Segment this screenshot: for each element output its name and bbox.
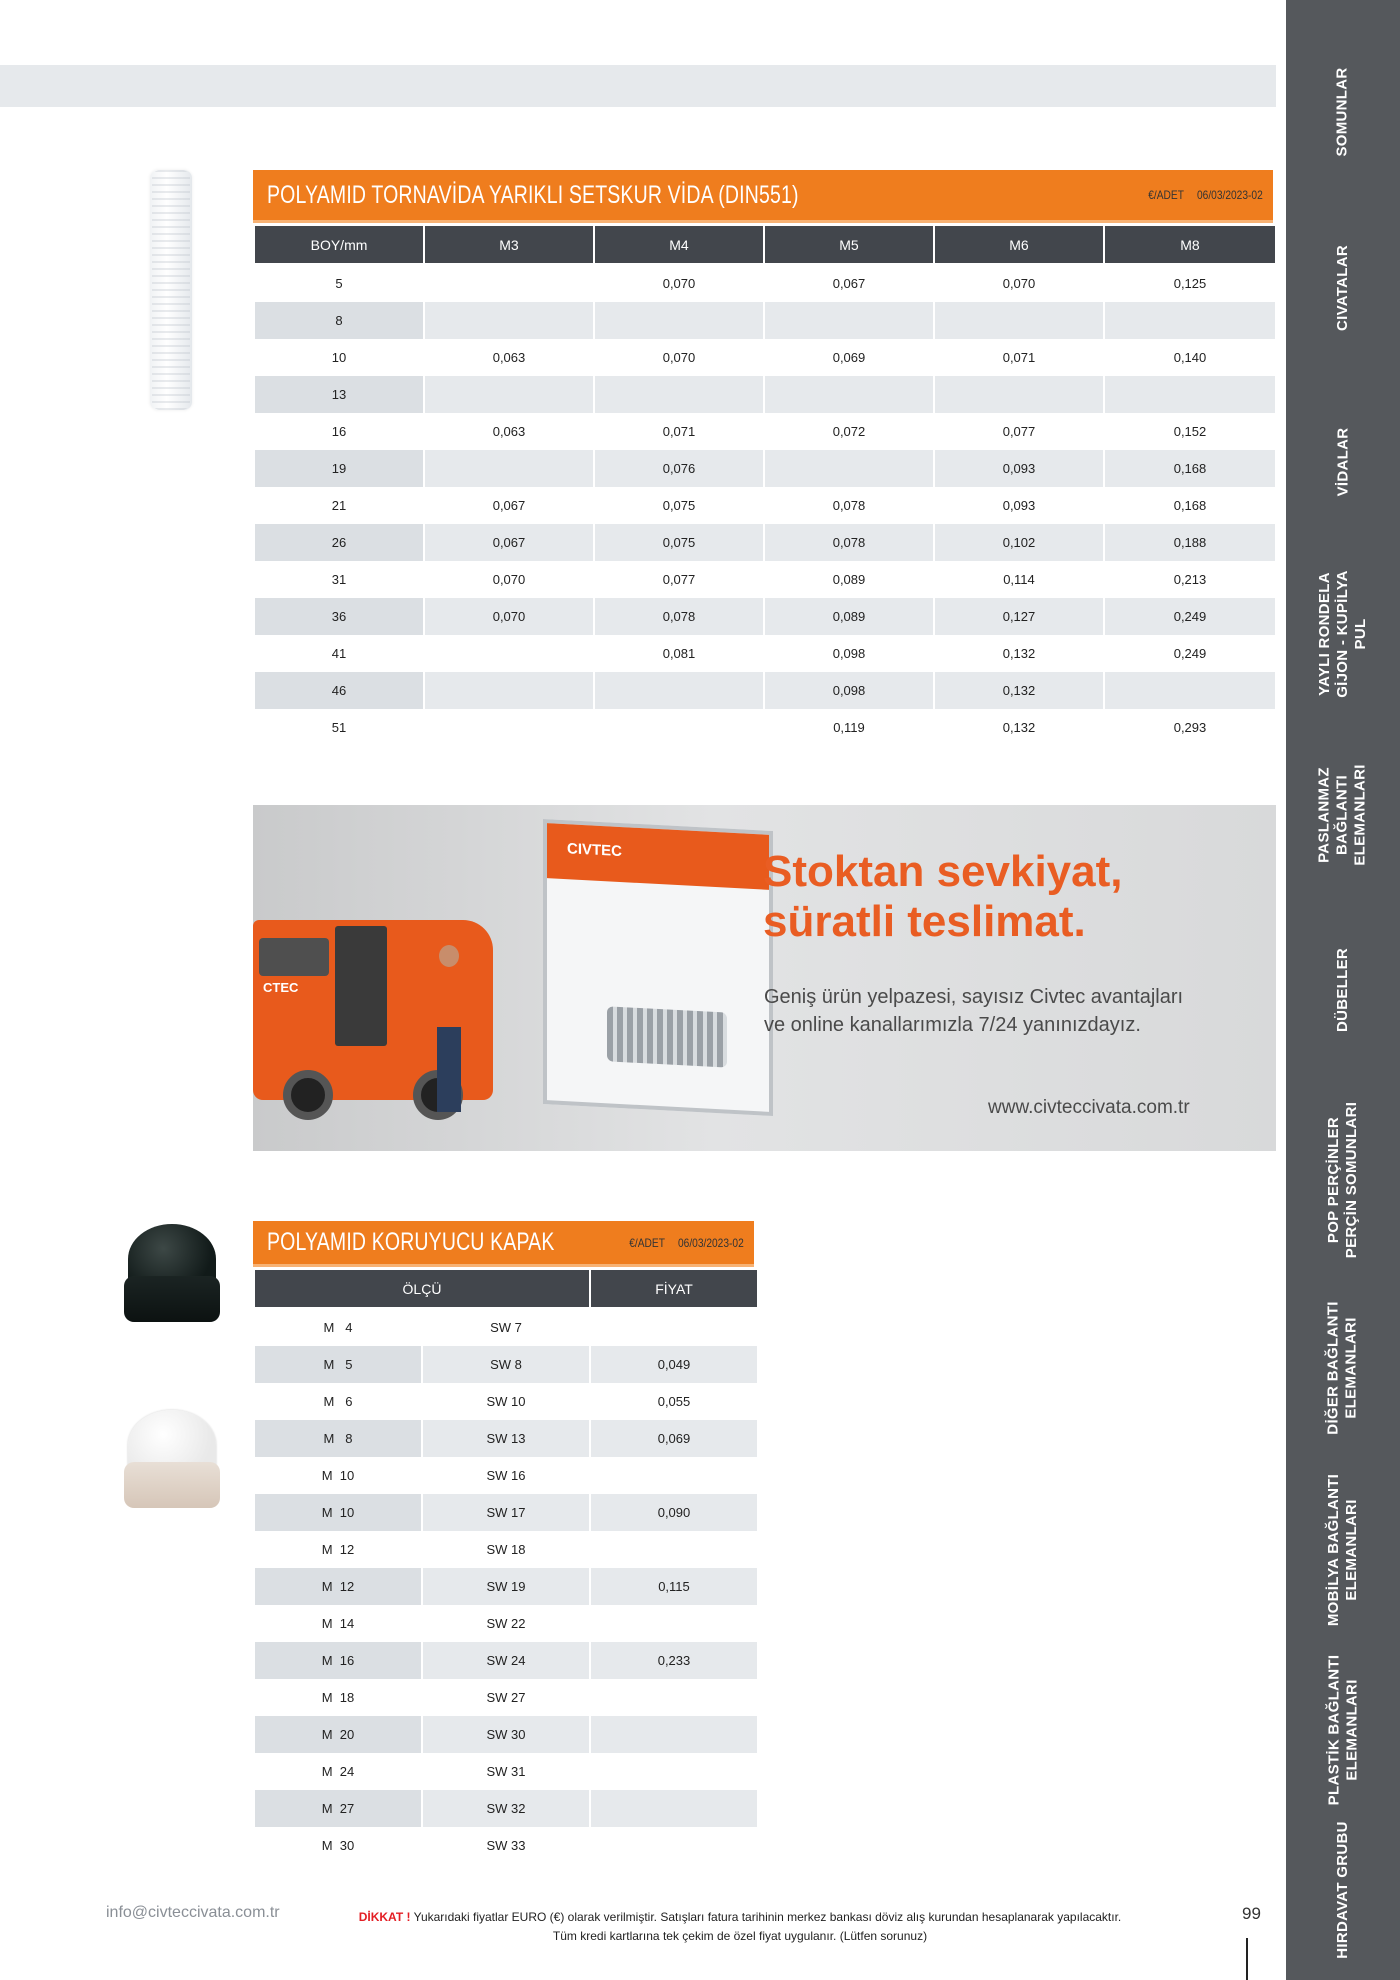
table-row bbox=[255, 265, 1275, 302]
table-header-row bbox=[255, 1270, 757, 1309]
sidebar-item[interactable] bbox=[1286, 1460, 1400, 1640]
wrench-size-cell: SW 10 bbox=[486, 1394, 526, 1409]
price-cell: 0,078 bbox=[595, 598, 763, 635]
price-cell bbox=[935, 302, 1103, 339]
table-row bbox=[255, 524, 1275, 561]
price-cell: 0,076 bbox=[595, 450, 763, 487]
section2-header bbox=[253, 1221, 754, 1267]
table-row bbox=[255, 1605, 757, 1642]
table-row bbox=[255, 1790, 757, 1827]
thread-size-cell: M 5 bbox=[255, 1346, 421, 1383]
table-row bbox=[255, 413, 1275, 450]
table-row bbox=[255, 487, 1275, 524]
price-cell bbox=[1105, 672, 1275, 709]
price-cell bbox=[1105, 376, 1275, 413]
price-cell: 0,063 bbox=[492, 424, 526, 439]
sidebar-item-label: PASLANMAZ BAĞLANTI ELEMANLARI bbox=[1315, 764, 1369, 866]
thread-size-cell: M 27 bbox=[255, 1790, 421, 1827]
price-cell bbox=[591, 1716, 757, 1753]
table-row bbox=[255, 376, 1275, 413]
table-row bbox=[255, 1309, 757, 1346]
top-band bbox=[0, 65, 1276, 107]
length-cell: 8 bbox=[255, 302, 423, 339]
sidebar-item-label: VİDALAR bbox=[1333, 427, 1351, 497]
price-cell bbox=[425, 709, 593, 746]
promo-banner bbox=[253, 805, 1276, 1151]
thread-size-cell: M 12 bbox=[255, 1568, 421, 1605]
column-header-price: FİYAT bbox=[591, 1270, 757, 1309]
table-row bbox=[255, 672, 1275, 709]
price-cell: 0,063 bbox=[492, 350, 526, 365]
sidebar-item-label: POP PERÇİNLER PERÇİN SOMUNLARI bbox=[1325, 1101, 1361, 1259]
price-cell: 0,102 bbox=[935, 524, 1103, 561]
price-cell: 0,093 bbox=[1002, 498, 1036, 513]
column-header-length: BOY/mm bbox=[255, 226, 423, 265]
table-row bbox=[255, 1531, 757, 1568]
price-cell: 0,152 bbox=[1173, 424, 1207, 439]
sidebar-item[interactable] bbox=[1286, 910, 1400, 1070]
price-cell bbox=[1105, 302, 1275, 339]
price-cell bbox=[935, 376, 1103, 413]
sidebar-item[interactable] bbox=[1286, 1640, 1400, 1820]
price-cell bbox=[591, 1457, 757, 1494]
table-header-row bbox=[255, 226, 1275, 265]
table-row bbox=[255, 709, 1275, 746]
thread-size-cell: M 30 bbox=[321, 1838, 355, 1853]
table-row bbox=[255, 1753, 757, 1790]
price-cell: 0,132 bbox=[1002, 720, 1036, 735]
length-cell: 21 bbox=[331, 498, 347, 513]
sidebar-item[interactable] bbox=[1286, 544, 1400, 724]
length-cell: 26 bbox=[255, 524, 423, 561]
sidebar-item-label: DÜBELLER bbox=[1333, 947, 1351, 1033]
section1-date: 06/03/2023-02 bbox=[1197, 188, 1263, 202]
thread-size-cell: M 4 bbox=[323, 1320, 353, 1335]
wrench-size-cell: SW 32 bbox=[423, 1790, 589, 1827]
sidebar-item-label: MOBİLYA BAĞLANTI ELEMANLARI bbox=[1325, 1473, 1360, 1627]
banner-text bbox=[764, 983, 1183, 1039]
table-row bbox=[255, 1827, 757, 1864]
wrench-size-cell: SW 16 bbox=[486, 1468, 526, 1483]
price-cell bbox=[591, 1753, 757, 1790]
sidebar-item[interactable] bbox=[1286, 725, 1400, 905]
price-cell bbox=[765, 376, 933, 413]
section2-title: POLYAMID KORUYUCU KAPAK bbox=[267, 1228, 555, 1256]
price-cell: 0,075 bbox=[595, 524, 763, 561]
page-divider bbox=[1246, 1938, 1248, 1980]
wrench-size-cell: SW 13 bbox=[423, 1420, 589, 1457]
wrench-size-cell: SW 8 bbox=[423, 1346, 589, 1383]
section1-title: POLYAMID TORNAVİDA YARIKLI SETSKUR VİDA (DIN551) bbox=[267, 180, 799, 209]
price-cell: 0,132 bbox=[935, 672, 1103, 709]
sidebar-item-label: HIRDAVAT GRUBU bbox=[1334, 1821, 1351, 1959]
price-cell bbox=[425, 672, 593, 709]
price-cell bbox=[591, 1531, 757, 1568]
length-cell: 13 bbox=[255, 376, 423, 413]
price-cell: 0,249 bbox=[1105, 598, 1275, 635]
table-row bbox=[255, 302, 1275, 339]
section1-header bbox=[253, 170, 1273, 223]
price-cell: 0,114 bbox=[1003, 572, 1035, 587]
white-cap-image bbox=[124, 1410, 220, 1510]
thread-size-cell: M 20 bbox=[255, 1716, 421, 1753]
thread-size-cell: M 10 bbox=[321, 1468, 355, 1483]
price-cell: 0,213 bbox=[1173, 572, 1207, 587]
table-row bbox=[255, 1457, 757, 1494]
page-number: 99 bbox=[1242, 1904, 1261, 1923]
length-cell: 36 bbox=[255, 598, 423, 635]
banner-headline bbox=[763, 847, 1123, 947]
sidebar-item-label: SOMUNLAR bbox=[1334, 67, 1351, 157]
price-cell bbox=[595, 376, 763, 413]
van-logo: CTEC bbox=[263, 980, 299, 995]
length-cell: 31 bbox=[331, 572, 347, 587]
website-screen-image bbox=[543, 819, 773, 1116]
table-row bbox=[255, 1346, 757, 1383]
price-cell: 0,132 bbox=[1002, 646, 1036, 661]
column-header-size: M6 bbox=[935, 226, 1103, 265]
price-cell: 0,188 bbox=[1105, 524, 1275, 561]
category-sidebar bbox=[1286, 0, 1400, 1980]
price-cell: 0,293 bbox=[1173, 720, 1207, 735]
price-cell: 0,072 bbox=[832, 424, 866, 439]
section1-currency: €/ADET bbox=[1148, 188, 1185, 202]
price-cell: 0,168 bbox=[1173, 498, 1207, 513]
notice-line-2: Tüm kredi kartlarına tek çekim de özel fiyat uygulanır. (Lütfen sorunuz) bbox=[552, 1929, 928, 1943]
price-cell: 0,233 bbox=[591, 1642, 757, 1679]
price-cell bbox=[425, 376, 593, 413]
length-cell: 51 bbox=[331, 720, 347, 735]
price-cell: 0,089 bbox=[765, 598, 933, 635]
price-cell: 0,119 bbox=[833, 720, 865, 735]
wrench-size-cell: SW 17 bbox=[423, 1494, 589, 1531]
price-cell bbox=[591, 1605, 757, 1642]
banner-text-line-2: ve online kanallarımızla 7/24 yanınızdayız. bbox=[764, 1014, 1141, 1036]
price-cell: 0,168 bbox=[1105, 450, 1275, 487]
sidebar-item[interactable] bbox=[1286, 203, 1400, 373]
price-cell bbox=[595, 672, 763, 709]
price-cell: 0,070 bbox=[662, 276, 696, 291]
sidebar-item[interactable] bbox=[1286, 27, 1400, 197]
price-cell: 0,070 bbox=[1002, 276, 1036, 291]
price-cell: 0,067 bbox=[832, 276, 866, 291]
wrench-size-cell: SW 33 bbox=[486, 1838, 526, 1853]
price-cell: 0,069 bbox=[832, 350, 866, 365]
table-row bbox=[255, 1716, 757, 1753]
table-row bbox=[255, 450, 1275, 487]
price-notice bbox=[300, 1908, 1180, 1946]
price-cell bbox=[595, 709, 763, 746]
price-cell bbox=[425, 265, 593, 302]
length-cell: 10 bbox=[331, 350, 347, 365]
price-cell bbox=[591, 1827, 757, 1864]
contact-email[interactable]: info@civteccivata.com.tr bbox=[106, 1904, 280, 1921]
table-row bbox=[255, 1383, 757, 1420]
price-cell bbox=[765, 302, 933, 339]
price-cell: 0,078 bbox=[832, 498, 866, 513]
column-header-size: ÖLÇÜ bbox=[255, 1270, 589, 1309]
price-cell bbox=[765, 450, 933, 487]
price-cell bbox=[425, 450, 593, 487]
table-row bbox=[255, 1568, 757, 1605]
thread-size-cell: M 14 bbox=[321, 1616, 355, 1631]
setscrew-rod-image bbox=[150, 170, 192, 410]
price-cell: 0,070 bbox=[492, 572, 526, 587]
sidebar-item-label: CIVATALAR bbox=[1334, 244, 1351, 332]
wrench-size-cell: SW 22 bbox=[486, 1616, 526, 1631]
wrench-size-cell: SW 27 bbox=[486, 1690, 526, 1705]
price-cell: 0,070 bbox=[425, 598, 593, 635]
wrench-size-cell: SW 7 bbox=[490, 1320, 522, 1335]
price-cell: 0,071 bbox=[1002, 350, 1036, 365]
cap-price-table bbox=[253, 1270, 759, 1864]
banner-url[interactable]: www.civteccivata.com.tr bbox=[988, 1097, 1190, 1118]
screen-logo: CIVTEC bbox=[567, 840, 623, 861]
length-cell: 19 bbox=[255, 450, 423, 487]
thread-size-cell: M 16 bbox=[255, 1642, 421, 1679]
banner-text-line-1: Geniş ürün yelpazesi, sayısız Civtec avantajları bbox=[764, 986, 1184, 1008]
price-cell: 0,089 bbox=[832, 572, 866, 587]
thread-size-cell: M 10 bbox=[255, 1494, 421, 1531]
price-cell bbox=[591, 1679, 757, 1716]
black-cap-image bbox=[124, 1224, 220, 1324]
price-cell: 0,081 bbox=[662, 646, 696, 661]
worker-figure bbox=[431, 945, 467, 1115]
column-header-size: M4 bbox=[595, 226, 763, 265]
section2-currency: €/ADET bbox=[629, 1235, 666, 1250]
price-cell: 0,075 bbox=[662, 498, 696, 513]
price-cell: 0,093 bbox=[935, 450, 1103, 487]
price-cell: 0,077 bbox=[662, 572, 696, 587]
thread-size-cell: M 18 bbox=[321, 1690, 355, 1705]
thread-size-cell: M 6 bbox=[323, 1394, 353, 1409]
sidebar-item[interactable] bbox=[1286, 1080, 1400, 1280]
sidebar-item[interactable] bbox=[1286, 377, 1400, 547]
column-header-size: M8 bbox=[1105, 226, 1275, 265]
length-cell: 5 bbox=[335, 276, 343, 291]
table-row bbox=[255, 1642, 757, 1679]
wrench-size-cell: SW 30 bbox=[423, 1716, 589, 1753]
table-row bbox=[255, 598, 1275, 635]
price-cell: 0,055 bbox=[657, 1394, 691, 1409]
table-row bbox=[255, 1420, 757, 1457]
price-cell: 0,125 bbox=[1173, 276, 1207, 291]
length-cell: 16 bbox=[331, 424, 347, 439]
price-cell: 0,067 bbox=[492, 498, 526, 513]
price-cell: 0,090 bbox=[591, 1494, 757, 1531]
banner-headline-line-1: Stoktan sevkiyat, bbox=[763, 847, 1123, 896]
length-cell: 46 bbox=[255, 672, 423, 709]
price-cell bbox=[425, 302, 593, 339]
price-cell: 0,098 bbox=[765, 672, 933, 709]
price-cell bbox=[595, 302, 763, 339]
price-cell bbox=[591, 1309, 757, 1346]
sidebar-item-label: PLASTİK BAĞLANTI ELEMANLARI bbox=[1325, 1654, 1360, 1806]
table-row bbox=[255, 339, 1275, 376]
price-cell bbox=[425, 635, 593, 672]
sidebar-item[interactable] bbox=[1286, 1278, 1400, 1458]
price-cell: 0,070 bbox=[662, 350, 696, 365]
wrench-size-cell: SW 31 bbox=[486, 1764, 526, 1779]
price-cell: 0,115 bbox=[591, 1568, 757, 1605]
price-cell: 0,078 bbox=[765, 524, 933, 561]
thread-size-cell: M 12 bbox=[321, 1542, 355, 1557]
notice-warning: DİKKAT ! bbox=[358, 1910, 411, 1924]
sidebar-item-label: YAYLI RONDELA GİJON - KUPİLYA PUL bbox=[1316, 570, 1369, 698]
column-header-size: M3 bbox=[425, 226, 593, 265]
section2-date: 06/03/2023-02 bbox=[678, 1235, 744, 1250]
thread-size-cell: M 8 bbox=[255, 1420, 421, 1457]
wrench-size-cell: SW 19 bbox=[423, 1568, 589, 1605]
wrench-size-cell: SW 18 bbox=[486, 1542, 526, 1557]
table-row bbox=[255, 635, 1275, 672]
price-cell: 0,140 bbox=[1173, 350, 1207, 365]
price-cell: 0,049 bbox=[591, 1346, 757, 1383]
sidebar-item[interactable] bbox=[1286, 1820, 1400, 1960]
setscrew-price-table bbox=[253, 226, 1277, 746]
price-cell: 0,077 bbox=[1002, 424, 1036, 439]
table-row bbox=[255, 1679, 757, 1716]
price-cell: 0,127 bbox=[935, 598, 1103, 635]
price-cell: 0,067 bbox=[425, 524, 593, 561]
wrench-size-cell: SW 24 bbox=[423, 1642, 589, 1679]
table-row bbox=[255, 1494, 757, 1531]
sidebar-item-label: DİĞER BAĞLANTI ELEMANLARI bbox=[1325, 1301, 1360, 1435]
length-cell: 41 bbox=[331, 646, 347, 661]
price-cell: 0,098 bbox=[832, 646, 866, 661]
price-cell: 0,071 bbox=[662, 424, 696, 439]
section2-meta bbox=[629, 1236, 744, 1250]
banner-headline-line-2: süratli teslimat. bbox=[763, 897, 1086, 946]
notice-line-1: Yukarıdaki fiyatlar EURO (€) olarak verilmiştir. Satışları fatura tarihinin merkez bankası döviz alış kurundan hesaplanarak yapılacaktır. bbox=[410, 1910, 1122, 1924]
price-cell: 0,249 bbox=[1173, 646, 1207, 661]
column-header-size: M5 bbox=[765, 226, 933, 265]
price-cell: 0,069 bbox=[591, 1420, 757, 1457]
price-cell bbox=[591, 1790, 757, 1827]
thread-size-cell: M 24 bbox=[321, 1764, 355, 1779]
section1-meta bbox=[1148, 188, 1263, 202]
table-row bbox=[255, 561, 1275, 598]
